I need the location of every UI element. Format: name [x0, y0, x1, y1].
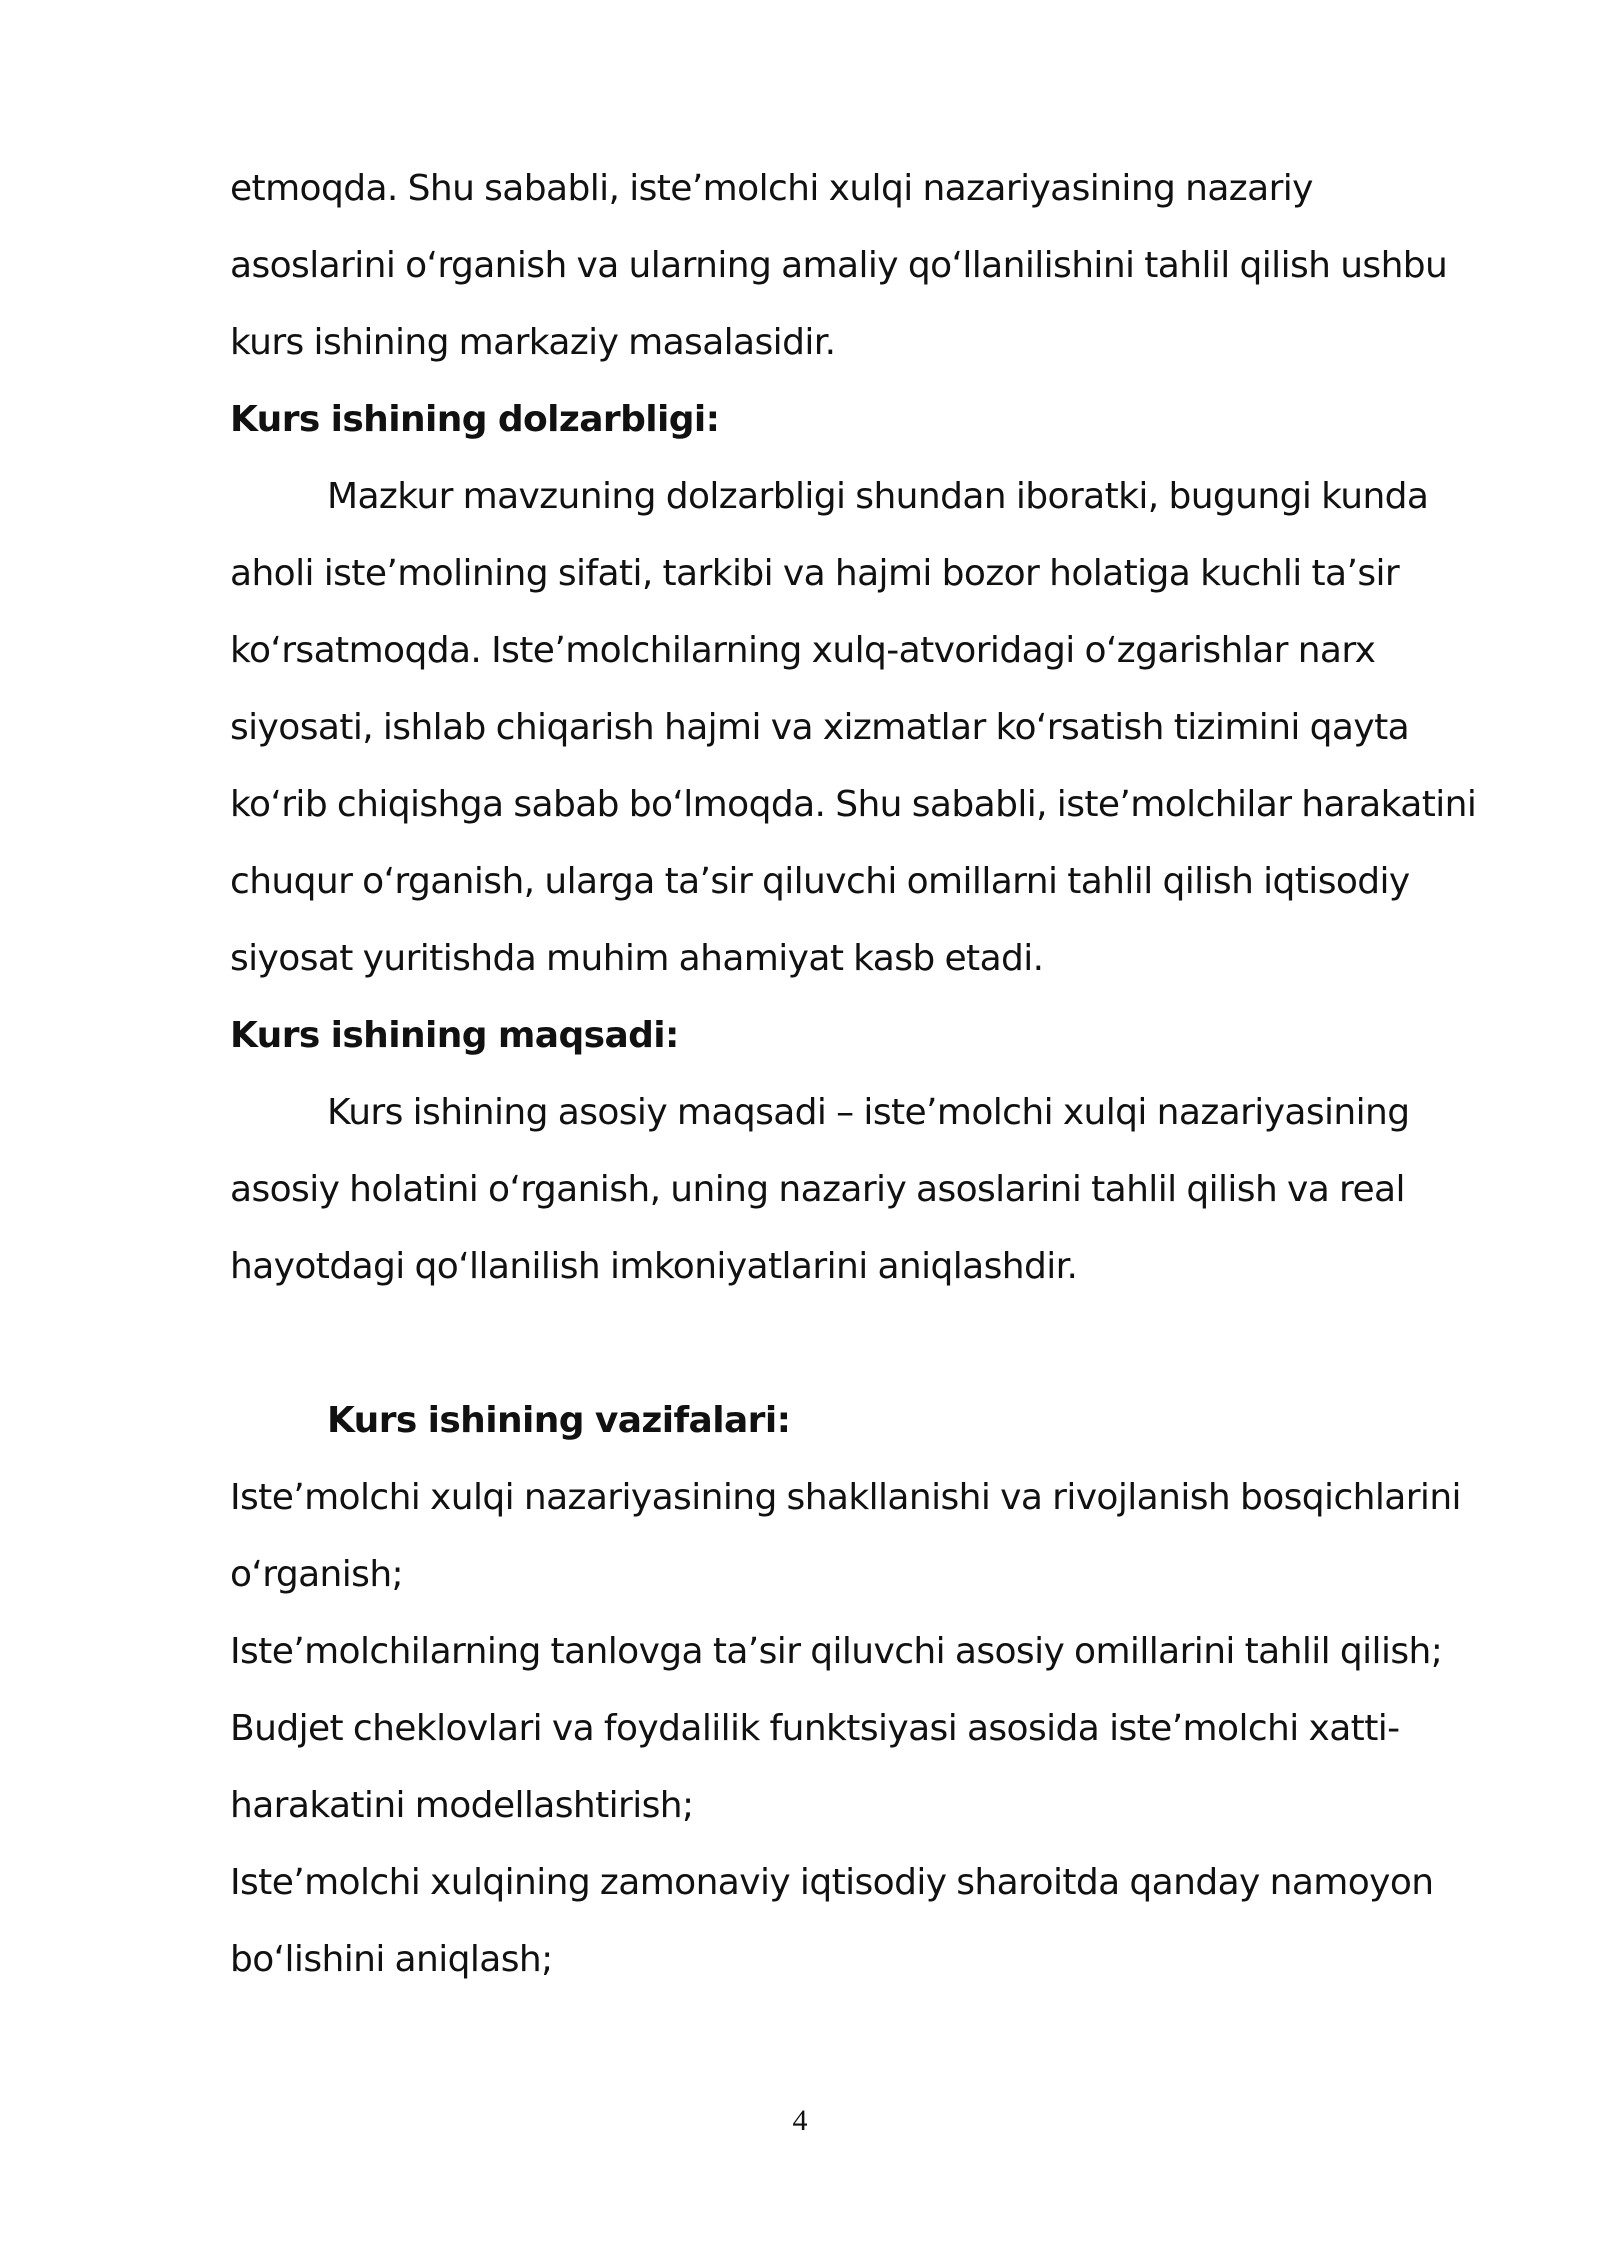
- text-line: siyosati, ishlab chiqarish hajmi va xizmatlar ko‘rsatish tizimini qayta: [230, 707, 1410, 748]
- section-heading: Kurs ishining dolzarbligi:: [230, 399, 720, 440]
- text-line: chuqur o‘rganish, ularga ta’sir qiluvchi omillarni tahlil qilish iqtisodiy: [230, 861, 1410, 902]
- list-item: Budjet cheklovlari va foydalilik funktsiyasi asosida iste’molchi xatti-: [230, 1708, 1400, 1749]
- body-text: [230, 150, 1505, 1998]
- text-line: ko‘rsatmoqda. Iste’molchilarning xulq-atvoridagi o‘zgarishlar narx: [230, 630, 1376, 671]
- text-line: aholi iste’molining sifati, tarkibi va hajmi bozor holatiga kuchli ta’sir: [230, 553, 1400, 594]
- text-line: asosiy holatini o‘rganish, uning nazariy asoslarini tahlil qilish va real: [230, 1169, 1405, 1210]
- text-line: kurs ishining markaziy masalasidir.: [230, 322, 836, 363]
- section-heading: Kurs ishining maqsadi:: [230, 1015, 679, 1056]
- text-line: etmoqda. Shu sababli, iste’molchi xulqi nazariyasining nazariy: [230, 168, 1313, 209]
- list-item: Iste’molchi xulqining zamonaviy iqtisodiy sharoitda qanday namoyon: [230, 1862, 1434, 1903]
- list-item: bo‘lishini aniqlash;: [230, 1939, 553, 1980]
- list-item: harakatini modellashtirish;: [230, 1785, 694, 1826]
- list-item: Iste’molchilarning tanlovga ta’sir qiluvchi asosiy omillarini tahlil qilish;: [230, 1631, 1443, 1672]
- list-item: Iste’molchi xulqi nazariyasining shakllanishi va rivojlanish bosqichlarini: [230, 1477, 1461, 1518]
- text-line: Kurs ishining asosiy maqsadi – iste’molchi xulqi nazariyasining: [327, 1092, 1410, 1133]
- text-line: Mazkur mavzuning dolzarbligi shundan iboratki, bugungi kunda: [327, 476, 1429, 517]
- page-number: 4: [792, 2104, 808, 2137]
- list-item: o‘rganish;: [230, 1554, 404, 1595]
- text-line: hayotdagi qo‘llanilish imkoniyatlarini aniqlashdir.: [230, 1246, 1078, 1287]
- text-line: asoslarini o‘rganish va ularning amaliy qo‘llanilishini tahlil qilish ushbu: [230, 245, 1448, 286]
- blank-line: [230, 1305, 1505, 1382]
- intro-paragraph: [230, 150, 1505, 381]
- goal-section: [230, 997, 1505, 1305]
- tasks-section: [230, 1382, 1505, 1998]
- relevance-section: [230, 381, 1505, 997]
- text-line: ko‘rib chiqishga sabab bo‘lmoqda. Shu sababli, iste’molchilar harakatini: [230, 784, 1477, 825]
- section-heading: Kurs ishining vazifalari:: [327, 1400, 791, 1441]
- text-line: siyosat yuritishda muhim ahamiyat kasb etadi.: [230, 938, 1044, 979]
